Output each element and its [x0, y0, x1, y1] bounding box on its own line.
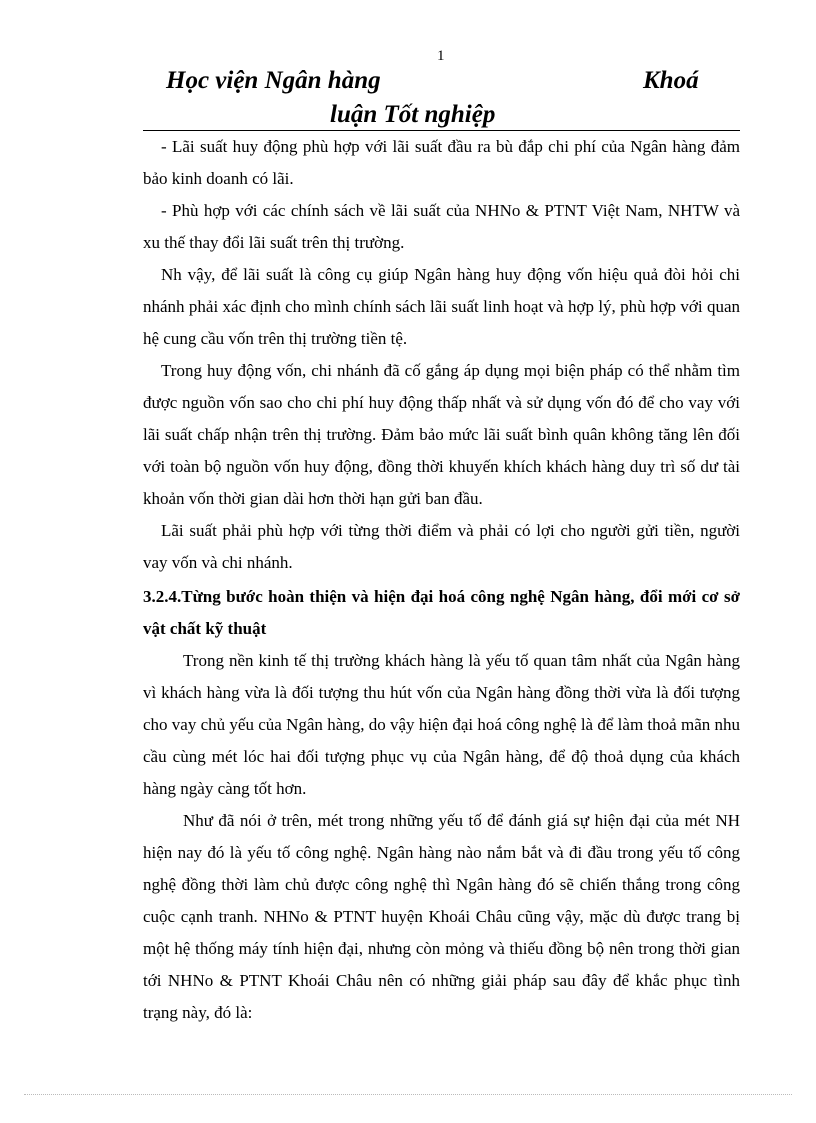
header-institution: Học viện Ngân hàng: [166, 67, 381, 94]
paragraph: Nh vậy, để lãi suất là công cụ giúp Ngân hàng huy động vốn hiệu quả đòi hỏi chi nhánh phải xác định cho mình chính sách lãi suất linh hoạt và hợp lý, phù hợp với quan hệ cung cầu vốn trên thị trường tiền tệ.: [143, 265, 740, 348]
header-doc-type: Khoá: [643, 67, 699, 94]
page-number: 1: [437, 48, 445, 64]
paragraph: Trong nền kinh tế thị trường khách hàng là yếu tố quan tâm nhất của Ngân hàng vì khách hàng vừa là đối tượng thu hút vốn của Ngân hàng đồng thời vừa là đối tượng cho vay chủ yếu của Ngân hàng, do vậy hiện đại hoá công nghệ là để làm thoả mãn nhu cầu cùng mét lóc hai đối tượng phục vụ của Ngân hàng, để độ thoả dụng của khách hàng ngày càng tốt hơn.: [143, 651, 740, 798]
header-doc-type-continued: luận Tốt nghiệp: [330, 101, 496, 128]
paragraph: Lãi suất phải phù hợp với từng thời điểm và phải có lợi cho người gửi tiền, người vay vốn và chi nhánh.: [143, 521, 740, 572]
paragraph: Như đã nói ở trên, mét trong những yếu tố để đánh giá sự hiện đại của mét NH hiện nay đó là yếu tố công nghệ. Ngân hàng nào nắm bắt và đi đầu trong yếu tố công nghệ đồng thời làm chủ được công nghệ thì Ngân hàng đó sẽ chiến thắng trong công cuộc cạnh tranh. NHNo & PTNT huyện Khoái Châu cũng vậy, mặc dù được trang bị một hệ thống máy tính hiện đại, nhưng còn mỏng và thiếu đồng bộ nên trong thời gian tới NHNo & PTNT Khoái Châu nên có những giải pháp sau đây để khắc phục tình trạng này, đó là:: [143, 811, 740, 1022]
footer-divider: [24, 1094, 792, 1095]
paragraph: - Lãi suất huy động phù hợp với lãi suất đầu ra bù đắp chi phí của Ngân hàng đảm bảo kinh doanh có lãi.: [143, 137, 740, 188]
paragraph: - Phù hợp với các chính sách về lãi suất của NHNo & PTNT Việt Nam, NHTW và xu thế thay đổi lãi suất trên thị trường.: [143, 201, 740, 252]
document-body: [143, 131, 740, 1029]
section-heading: 3.2.4.Từng bước hoàn thiện và hiện đại hoá công nghệ Ngân hàng, đổi mới cơ sở vật chất kỹ thuật: [143, 587, 740, 638]
paragraph: Trong huy động vốn, chi nhánh đã cố gắng áp dụng mọi biện pháp có thể nhằm tìm được nguồn vốn sao cho chi phí huy động thấp nhất và sử dụng vốn đó để cho vay với lãi suất chấp nhận trên thị trường. Đảm bảo mức lãi suất bình quân không tăng lên đối với toàn bộ nguồn vốn huy động, đồng thời khuyến khích khách hàng duy trì số dư tài khoản vốn thời gian dài hơn thời hạn gửi ban đầu.: [143, 361, 740, 508]
